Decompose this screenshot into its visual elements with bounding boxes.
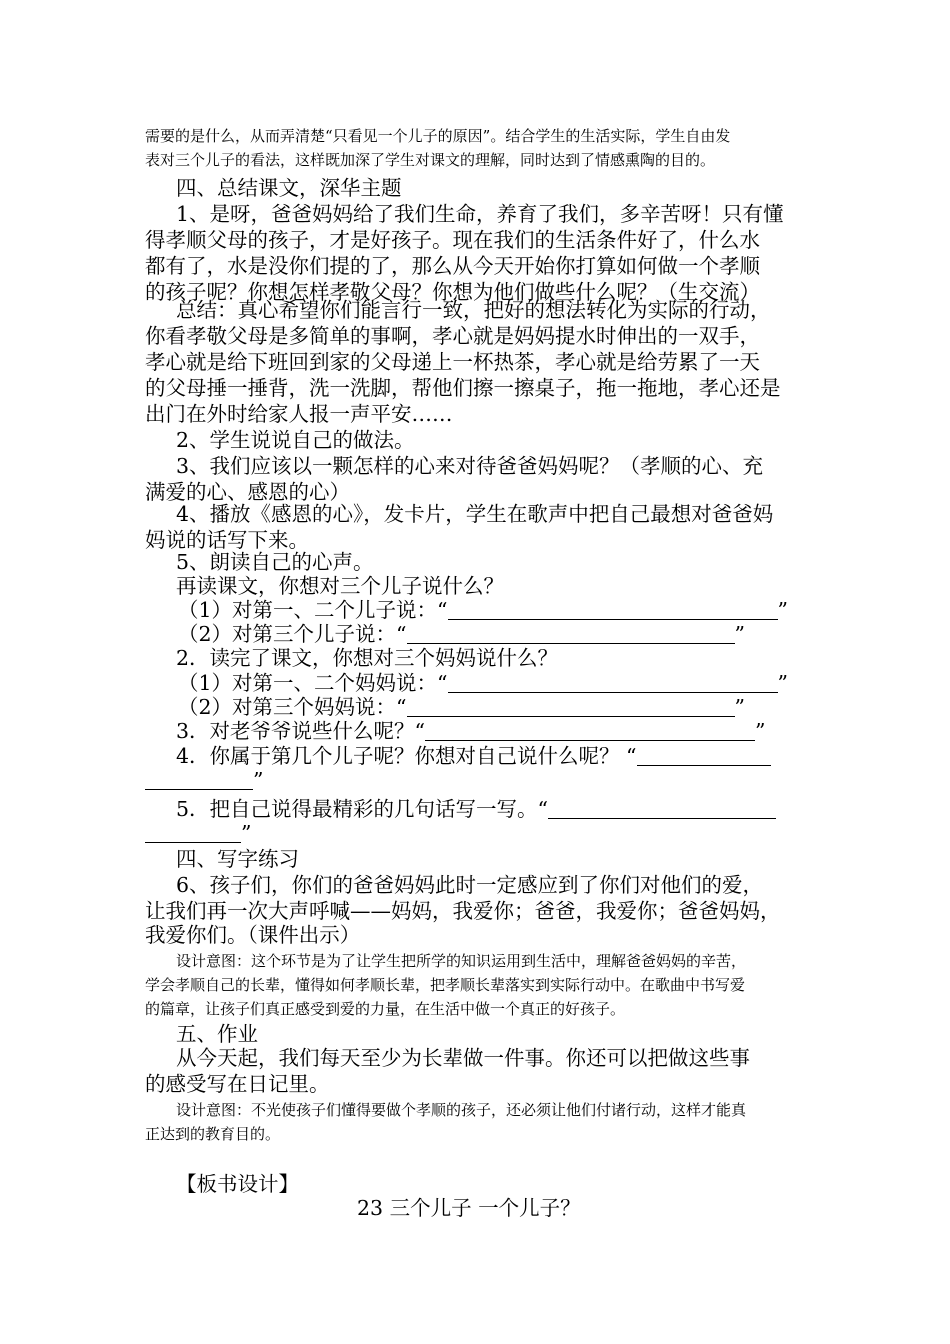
answer-blank[interactable] <box>407 698 735 717</box>
exercise-label: 5．把自己说得最精彩的几句话写一写。“ <box>176 797 549 821</box>
paragraph-line: 的感受写在日记里。 <box>145 1072 330 1096</box>
answer-blank[interactable] <box>145 771 253 790</box>
exercise-line-cont <box>145 770 263 791</box>
exercise-prompt: 2．读完了课文，你想对三个妈妈说什么？ <box>176 646 559 670</box>
exercise-label: （2）对第三个妈妈说：“ <box>178 695 407 719</box>
summary-line: 出门在外时给家人报一声平安…… <box>145 402 453 426</box>
summary-line: 孝心就是给下班回到家的父母递上一杯热茶，孝心就是给劳累了一天 <box>145 350 760 374</box>
paragraph-line: 妈说的话写下来。 <box>145 528 309 552</box>
paragraph-line: 从今天起，我们每天至少为长辈做一件事。你还可以把做这些事 <box>176 1046 750 1070</box>
paragraph-line: 3、我们应该以一颗怎样的心来对待爸爸妈妈呢？（孝顺的心、充 <box>176 454 764 478</box>
paragraph-line: 让我们再一次大声呼喊——妈妈，我爱你；爸爸，我爱你；爸爸妈妈， <box>145 899 781 923</box>
board-heading: 【板书设计】 <box>176 1172 299 1196</box>
design-note-line: 设计意图：不光使孩子们懂得要做个孝顺的孩子，还必须让他们付诸行动，这样才能真 <box>176 1101 747 1119</box>
answer-blank[interactable] <box>448 601 778 620</box>
exercise-line <box>176 746 771 767</box>
close-quote: ” <box>241 821 252 845</box>
answer-blank[interactable] <box>548 800 776 819</box>
close-quote: ” <box>777 598 789 622</box>
summary-line: 的父母捶一捶背，洗一洗脚，帮他们擦一擦桌子，拖一拖地，孝心还是 <box>145 376 781 400</box>
paragraph-line: 6、孩子们，你们的爸爸妈妈此时一定感应到了你们对他们的爱， <box>176 873 764 897</box>
paragraph-line: 得孝顺父母的孩子，才是好孩子。现在我们的生活条件好了，什么水 <box>145 228 760 252</box>
paragraph-line: 2、学生说说自己的做法。 <box>176 428 415 452</box>
design-note-line: 设计意图：这个环节是为了让学生把所学的知识运用到生活中，理解爸爸妈妈的辛苦， <box>176 952 747 970</box>
board-title: 23 三个儿子 一个儿子？ <box>357 1196 581 1220</box>
paragraph-line: 4、播放《感恩的心》，发卡片，学生在歌声中把自己最想对爸爸妈 <box>176 502 774 526</box>
close-quote: ” <box>734 622 746 646</box>
paragraph-line: 我爱你们。（课件出示） <box>145 923 361 947</box>
paragraph-line: 都有了，水是没你们提的了，那么从今天开始你打算如何做一个孝顺 <box>145 254 760 278</box>
exercise-line <box>176 799 776 820</box>
exercise-label: （2）对第三个儿子说：“ <box>178 622 407 646</box>
answer-blank[interactable] <box>637 747 771 766</box>
paragraph-line: 的孩子呢？你想怎样孝敬父母？你想为他们做些什么呢？（生交流） <box>145 280 760 304</box>
section-heading: 四、总结课文，深华主题 <box>176 176 402 200</box>
close-quote: ” <box>253 768 264 792</box>
intro-line: 表对三个儿子的看法，这样既加深了学生对课文的理解，同时达到了情感熏陶的目的。 <box>145 151 716 169</box>
exercise-line-cont <box>145 823 251 844</box>
section-heading: 五、作业 <box>176 1022 258 1046</box>
design-note-line: 学会孝顺自己的长辈，懂得如何孝顺长辈，把孝顺长辈落实到实际行动中。在歌曲中书写爱 <box>145 976 746 994</box>
exercise-label: （1）对第一、二个儿子说：“ <box>178 598 448 622</box>
exercise-prompt: 再读课文，你想对三个儿子说什么？ <box>176 574 504 598</box>
exercise-line <box>178 624 745 645</box>
summary-line: 总结：真心希望你们能言行一致，把好的想法转化为实际的行动， <box>176 298 771 322</box>
section-heading: 四、写字练习 <box>176 847 299 871</box>
exercise-label: 3．对老爷爷说些什么呢？“ <box>176 719 426 743</box>
design-note-line: 正达到的教育目的。 <box>145 1125 281 1143</box>
exercise-line <box>178 673 788 694</box>
exercise-line <box>176 721 766 742</box>
paragraph-line: 1、是呀，爸爸妈妈给了我们生命，养育了我们，多辛苦呀！只有懂 <box>176 202 784 226</box>
exercise-label: 4．你属于第几个儿子呢？你想对自己说什么呢？ “ <box>176 744 637 768</box>
exercise-line <box>178 600 788 621</box>
paragraph-line: 满爱的心、感恩的心） <box>145 480 350 504</box>
paragraph-line: 5、朗读自己的心声。 <box>176 550 374 574</box>
close-quote: ” <box>734 695 746 719</box>
close-quote: ” <box>777 671 789 695</box>
answer-blank[interactable] <box>448 674 778 693</box>
answer-blank[interactable] <box>425 722 755 741</box>
answer-blank[interactable] <box>407 625 735 644</box>
intro-line: 需要的是什么，从而弄清楚“只看见一个儿子的原因”。结合学生的生活实际，学生自由发 <box>145 127 731 145</box>
exercise-line <box>178 697 745 718</box>
summary-line: 你看孝敬父母是多简单的事啊，孝心就是妈妈提水时伸出的一双手， <box>145 324 760 348</box>
close-quote: ” <box>755 719 766 743</box>
design-note-line: 的篇章，让孩子们真正感受到爱的力量，在生活中做一个真正的好孩子。 <box>145 1000 626 1018</box>
answer-blank[interactable] <box>145 824 241 843</box>
exercise-label: （1）对第一、二个妈妈说：“ <box>178 671 448 695</box>
